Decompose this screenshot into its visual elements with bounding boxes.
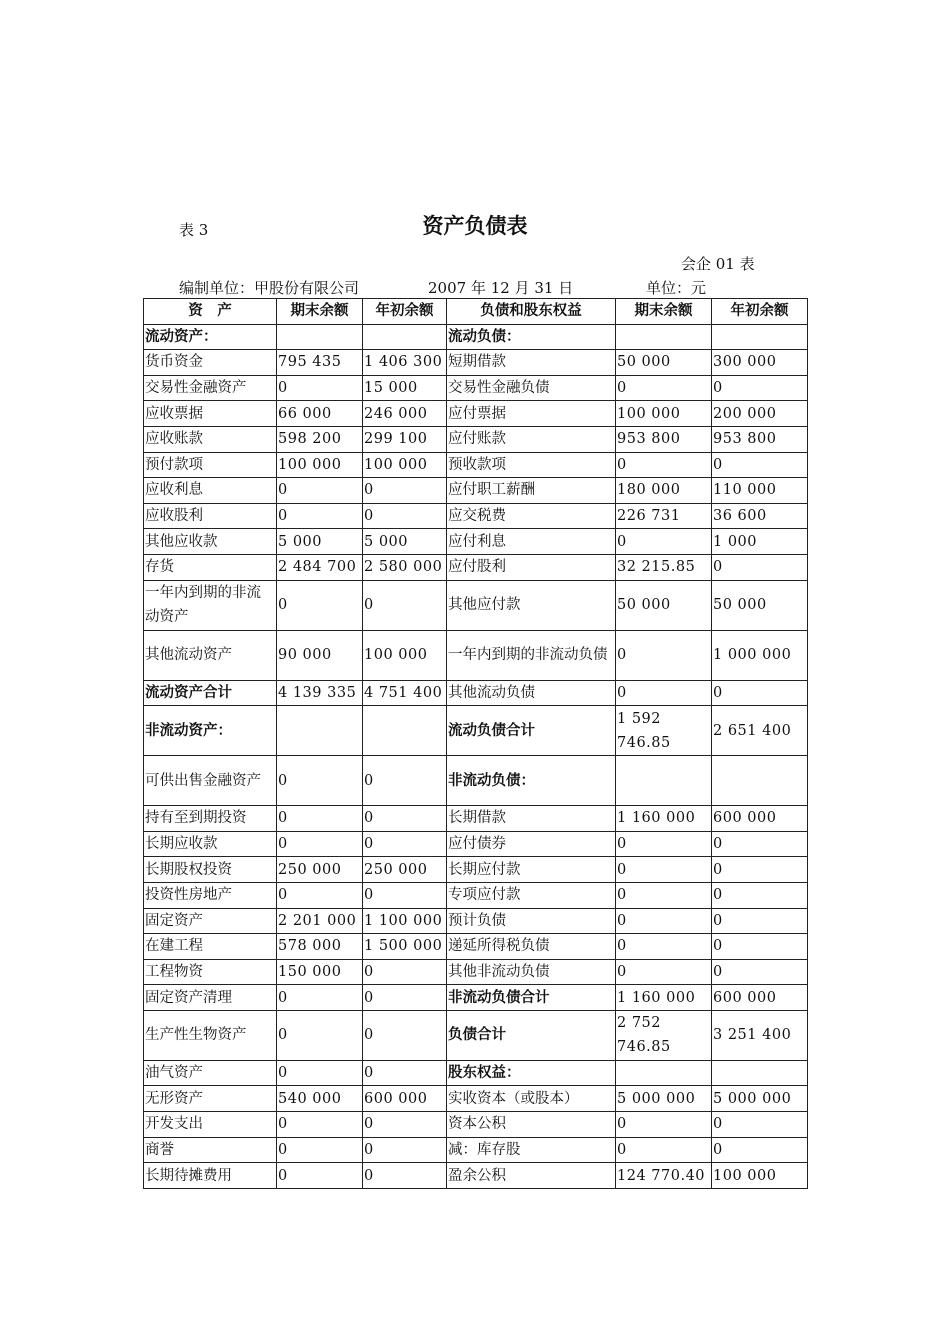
liability-beginning-balance-cell: 36 600 (712, 503, 808, 529)
asset-ending-balance-cell: 0 (277, 1137, 363, 1163)
liability-ending-balance-cell: 0 (616, 375, 712, 401)
liability-name-cell: 非流动负债合计 (447, 985, 616, 1011)
asset-ending-balance-cell: 0 (277, 756, 363, 806)
liability-beginning-balance-cell (712, 756, 808, 806)
form-code: 会企 01 表 (681, 255, 755, 273)
asset-beginning-balance-cell: 1 406 300 (363, 350, 447, 376)
asset-name-cell: 在建工程 (144, 934, 277, 960)
liability-ending-balance-cell: 0 (616, 680, 712, 706)
liability-name-cell: 应付职工薪酬 (447, 478, 616, 504)
asset-name-cell: 一年内到期的非流动资产 (144, 580, 277, 630)
liability-name-cell: 流动负债合计 (447, 706, 616, 756)
table-row (144, 934, 808, 960)
asset-name-cell: 其他流动资产 (144, 630, 277, 680)
asset-ending-balance-cell: 0 (277, 882, 363, 908)
liability-name-cell: 一年内到期的非流动负债 (447, 630, 616, 680)
asset-ending-balance-cell: 0 (277, 503, 363, 529)
asset-beginning-balance-cell: 0 (363, 580, 447, 630)
liability-beginning-balance-cell: 953 800 (712, 426, 808, 452)
liability-beginning-balance-cell (712, 1060, 808, 1086)
liability-name-cell: 专项应付款 (447, 882, 616, 908)
liability-name-cell: 短期借款 (447, 350, 616, 376)
asset-beginning-balance-cell: 246 000 (363, 401, 447, 427)
table-row (144, 806, 808, 832)
asset-ending-balance-cell: 0 (277, 1163, 363, 1189)
table-row (144, 478, 808, 504)
asset-beginning-balance-cell: 100 000 (363, 452, 447, 478)
liability-ending-balance-cell (616, 324, 712, 350)
liability-name-cell: 预收款项 (447, 452, 616, 478)
asset-ending-balance-cell: 4 139 335 (277, 680, 363, 706)
table-row (144, 1163, 808, 1189)
liability-ending-balance-cell: 0 (616, 1112, 712, 1138)
asset-beginning-balance-cell: 0 (363, 831, 447, 857)
liability-beginning-balance-cell: 1 000 (712, 529, 808, 555)
asset-ending-balance-cell: 0 (277, 806, 363, 832)
liability-name-cell: 递延所得税负债 (447, 934, 616, 960)
liability-ending-balance-cell: 1 160 000 (616, 806, 712, 832)
asset-name-cell: 应收账款 (144, 426, 277, 452)
liability-beginning-balance-cell: 0 (712, 934, 808, 960)
liability-ending-balance-cell (616, 1060, 712, 1086)
liability-name-cell: 预计负债 (447, 908, 616, 934)
liability-name-cell: 应付股利 (447, 554, 616, 580)
liability-name-cell: 长期借款 (447, 806, 616, 832)
asset-ending-balance-cell: 5 000 (277, 529, 363, 555)
liability-ending-balance-cell: 953 800 (616, 426, 712, 452)
asset-beginning-balance-cell: 1 500 000 (363, 934, 447, 960)
table-header-row (144, 299, 808, 325)
liability-beginning-balance-cell: 0 (712, 1137, 808, 1163)
asset-name-cell: 应收利息 (144, 478, 277, 504)
asset-ending-balance-cell (277, 324, 363, 350)
liability-name-cell: 交易性金融负债 (447, 375, 616, 401)
column-header-liabilities: 负债和股东权益 (447, 299, 616, 325)
table-row (144, 580, 808, 630)
asset-beginning-balance-cell: 5 000 (363, 529, 447, 555)
asset-ending-balance-cell: 250 000 (277, 857, 363, 883)
asset-name-cell: 流动资产合计 (144, 680, 277, 706)
table-row (144, 1137, 808, 1163)
table-row (144, 375, 808, 401)
liability-beginning-balance-cell: 600 000 (712, 806, 808, 832)
liability-ending-balance-cell: 0 (616, 882, 712, 908)
asset-beginning-balance-cell: 0 (363, 503, 447, 529)
asset-beginning-balance-cell: 2 580 000 (363, 554, 447, 580)
asset-ending-balance-cell: 0 (277, 375, 363, 401)
reporting-company: 编制单位：甲股份有限公司 (179, 279, 360, 297)
liability-ending-balance-cell: 0 (616, 630, 712, 680)
asset-ending-balance-cell: 0 (277, 1010, 363, 1060)
liability-ending-balance-cell: 50 000 (616, 580, 712, 630)
liability-ending-balance-cell: 50 000 (616, 350, 712, 376)
table-row (144, 756, 808, 806)
liability-beginning-balance-cell: 1 000 000 (712, 630, 808, 680)
liability-name-cell: 应付债券 (447, 831, 616, 857)
asset-beginning-balance-cell: 600 000 (363, 1086, 447, 1112)
table-row (144, 1112, 808, 1138)
table-row (144, 554, 808, 580)
asset-beginning-balance-cell: 0 (363, 478, 447, 504)
liability-name-cell: 其他非流动负债 (447, 959, 616, 985)
table-number: 表 3 (179, 221, 209, 239)
liability-ending-balance-cell: 124 770.40 (616, 1163, 712, 1189)
table-row (144, 908, 808, 934)
asset-name-cell: 固定资产清理 (144, 985, 277, 1011)
liability-beginning-balance-cell: 0 (712, 452, 808, 478)
column-header-assets-ending: 期末余额 (277, 299, 363, 325)
liability-name-cell: 长期应付款 (447, 857, 616, 883)
liability-ending-balance-cell: 1 160 000 (616, 985, 712, 1011)
asset-beginning-balance-cell: 0 (363, 1137, 447, 1163)
liability-beginning-balance-cell: 300 000 (712, 350, 808, 376)
liability-ending-balance-cell: 0 (616, 959, 712, 985)
column-header-assets: 资 产 (144, 299, 277, 325)
liability-ending-balance-cell: 5 000 000 (616, 1086, 712, 1112)
liability-ending-balance-cell (616, 756, 712, 806)
asset-name-cell: 长期待摊费用 (144, 1163, 277, 1189)
table-row (144, 680, 808, 706)
column-header-liabilities-beginning: 年初余额 (712, 299, 808, 325)
liability-beginning-balance-cell (712, 324, 808, 350)
asset-ending-balance-cell: 100 000 (277, 452, 363, 478)
table-row (144, 959, 808, 985)
liability-ending-balance-cell: 0 (616, 934, 712, 960)
table-row (144, 857, 808, 883)
table-row (144, 1086, 808, 1112)
liability-ending-balance-cell: 0 (616, 1137, 712, 1163)
asset-name-cell: 应收股利 (144, 503, 277, 529)
liability-name-cell: 盈余公积 (447, 1163, 616, 1189)
asset-ending-balance-cell: 2 201 000 (277, 908, 363, 934)
table-row (144, 630, 808, 680)
asset-name-cell: 固定资产 (144, 908, 277, 934)
asset-ending-balance-cell: 90 000 (277, 630, 363, 680)
asset-name-cell: 工程物资 (144, 959, 277, 985)
liability-ending-balance-cell: 226 731 (616, 503, 712, 529)
asset-beginning-balance-cell: 0 (363, 882, 447, 908)
liability-name-cell: 实收资本（或股本） (447, 1086, 616, 1112)
asset-name-cell: 商誉 (144, 1137, 277, 1163)
asset-beginning-balance-cell: 0 (363, 1163, 447, 1189)
asset-ending-balance-cell: 0 (277, 1060, 363, 1086)
asset-ending-balance-cell: 0 (277, 1112, 363, 1138)
column-header-assets-beginning: 年初余额 (363, 299, 447, 325)
liability-name-cell: 资本公积 (447, 1112, 616, 1138)
report-date: 2007 年 12 月 31 日 (428, 279, 574, 297)
liability-beginning-balance-cell: 0 (712, 857, 808, 883)
asset-ending-balance-cell: 2 484 700 (277, 554, 363, 580)
table-row (144, 503, 808, 529)
liability-beginning-balance-cell: 0 (712, 831, 808, 857)
liability-beginning-balance-cell: 200 000 (712, 401, 808, 427)
table-body (144, 324, 808, 1188)
liability-beginning-balance-cell: 110 000 (712, 478, 808, 504)
table-row (144, 1060, 808, 1086)
liability-beginning-balance-cell: 0 (712, 882, 808, 908)
asset-beginning-balance-cell: 4 751 400 (363, 680, 447, 706)
liability-beginning-balance-cell: 0 (712, 375, 808, 401)
liability-ending-balance-cell: 0 (616, 857, 712, 883)
table-row (144, 426, 808, 452)
asset-ending-balance-cell: 598 200 (277, 426, 363, 452)
liability-beginning-balance-cell: 2 651 400 (712, 706, 808, 756)
asset-ending-balance-cell: 795 435 (277, 350, 363, 376)
liability-ending-balance-cell: 0 (616, 908, 712, 934)
liability-name-cell: 应付票据 (447, 401, 616, 427)
asset-name-cell: 流动资产： (144, 324, 277, 350)
asset-ending-balance-cell: 540 000 (277, 1086, 363, 1112)
liability-beginning-balance-cell: 0 (712, 680, 808, 706)
liability-ending-balance-cell: 0 (616, 529, 712, 555)
asset-beginning-balance-cell: 100 000 (363, 630, 447, 680)
asset-name-cell: 非流动资产： (144, 706, 277, 756)
table-row (144, 706, 808, 756)
asset-beginning-balance-cell: 1 100 000 (363, 908, 447, 934)
asset-name-cell: 投资性房地产 (144, 882, 277, 908)
liability-ending-balance-cell: 100 000 (616, 401, 712, 427)
asset-beginning-balance-cell: 299 100 (363, 426, 447, 452)
liability-beginning-balance-cell: 0 (712, 554, 808, 580)
page-title: 资产负债表 (422, 214, 528, 238)
asset-ending-balance-cell: 150 000 (277, 959, 363, 985)
asset-name-cell: 开发支出 (144, 1112, 277, 1138)
liability-ending-balance-cell: 1 592 746.85 (616, 706, 712, 756)
asset-ending-balance-cell: 0 (277, 478, 363, 504)
liability-beginning-balance-cell: 50 000 (712, 580, 808, 630)
asset-ending-balance-cell (277, 706, 363, 756)
asset-beginning-balance-cell: 250 000 (363, 857, 447, 883)
liability-ending-balance-cell: 0 (616, 831, 712, 857)
liability-beginning-balance-cell: 5 000 000 (712, 1086, 808, 1112)
table-row (144, 324, 808, 350)
table-row (144, 452, 808, 478)
asset-name-cell: 其他应收款 (144, 529, 277, 555)
asset-name-cell: 应收票据 (144, 401, 277, 427)
liability-name-cell: 应付利息 (447, 529, 616, 555)
balance-sheet-table (143, 298, 808, 1189)
asset-name-cell: 无形资产 (144, 1086, 277, 1112)
table-row (144, 882, 808, 908)
liability-name-cell: 股东权益： (447, 1060, 616, 1086)
asset-beginning-balance-cell: 0 (363, 1060, 447, 1086)
liability-beginning-balance-cell: 0 (712, 908, 808, 934)
liability-name-cell: 其他应付款 (447, 580, 616, 630)
liability-beginning-balance-cell: 600 000 (712, 985, 808, 1011)
table-row (144, 985, 808, 1011)
asset-beginning-balance-cell: 0 (363, 756, 447, 806)
liability-beginning-balance-cell: 0 (712, 1112, 808, 1138)
asset-beginning-balance-cell: 0 (363, 1010, 447, 1060)
asset-beginning-balance-cell: 15 000 (363, 375, 447, 401)
asset-ending-balance-cell: 66 000 (277, 401, 363, 427)
asset-beginning-balance-cell: 0 (363, 806, 447, 832)
asset-name-cell: 可供出售金融资产 (144, 756, 277, 806)
column-header-liabilities-ending: 期末余额 (616, 299, 712, 325)
asset-name-cell: 存货 (144, 554, 277, 580)
asset-ending-balance-cell: 0 (277, 831, 363, 857)
liability-name-cell: 负债合计 (447, 1010, 616, 1060)
asset-name-cell: 持有至到期投资 (144, 806, 277, 832)
asset-name-cell: 生产性生物资产 (144, 1010, 277, 1060)
liability-beginning-balance-cell: 3 251 400 (712, 1010, 808, 1060)
liability-name-cell: 流动负债： (447, 324, 616, 350)
asset-name-cell: 长期股权投资 (144, 857, 277, 883)
asset-name-cell: 预付款项 (144, 452, 277, 478)
liability-beginning-balance-cell: 0 (712, 959, 808, 985)
asset-beginning-balance-cell (363, 706, 447, 756)
asset-ending-balance-cell: 0 (277, 580, 363, 630)
liability-ending-balance-cell: 32 215.85 (616, 554, 712, 580)
asset-beginning-balance-cell: 0 (363, 985, 447, 1011)
asset-beginning-balance-cell: 0 (363, 959, 447, 985)
table-row (144, 350, 808, 376)
table-row (144, 831, 808, 857)
asset-ending-balance-cell: 578 000 (277, 934, 363, 960)
asset-ending-balance-cell: 0 (277, 985, 363, 1011)
table-row (144, 529, 808, 555)
asset-name-cell: 油气资产 (144, 1060, 277, 1086)
liability-beginning-balance-cell: 100 000 (712, 1163, 808, 1189)
liability-name-cell: 其他流动负债 (447, 680, 616, 706)
asset-name-cell: 长期应收款 (144, 831, 277, 857)
liability-ending-balance-cell: 2 752 746.85 (616, 1010, 712, 1060)
asset-beginning-balance-cell: 0 (363, 1112, 447, 1138)
table-row (144, 401, 808, 427)
liability-ending-balance-cell: 0 (616, 452, 712, 478)
liability-name-cell: 应交税费 (447, 503, 616, 529)
liability-ending-balance-cell: 180 000 (616, 478, 712, 504)
liability-name-cell: 应付账款 (447, 426, 616, 452)
table-row (144, 1010, 808, 1060)
asset-name-cell: 交易性金融资产 (144, 375, 277, 401)
liability-name-cell: 减：库存股 (447, 1137, 616, 1163)
currency-unit: 单位：元 (646, 279, 707, 297)
asset-beginning-balance-cell (363, 324, 447, 350)
liability-name-cell: 非流动负债： (447, 756, 616, 806)
asset-name-cell: 货币资金 (144, 350, 277, 376)
